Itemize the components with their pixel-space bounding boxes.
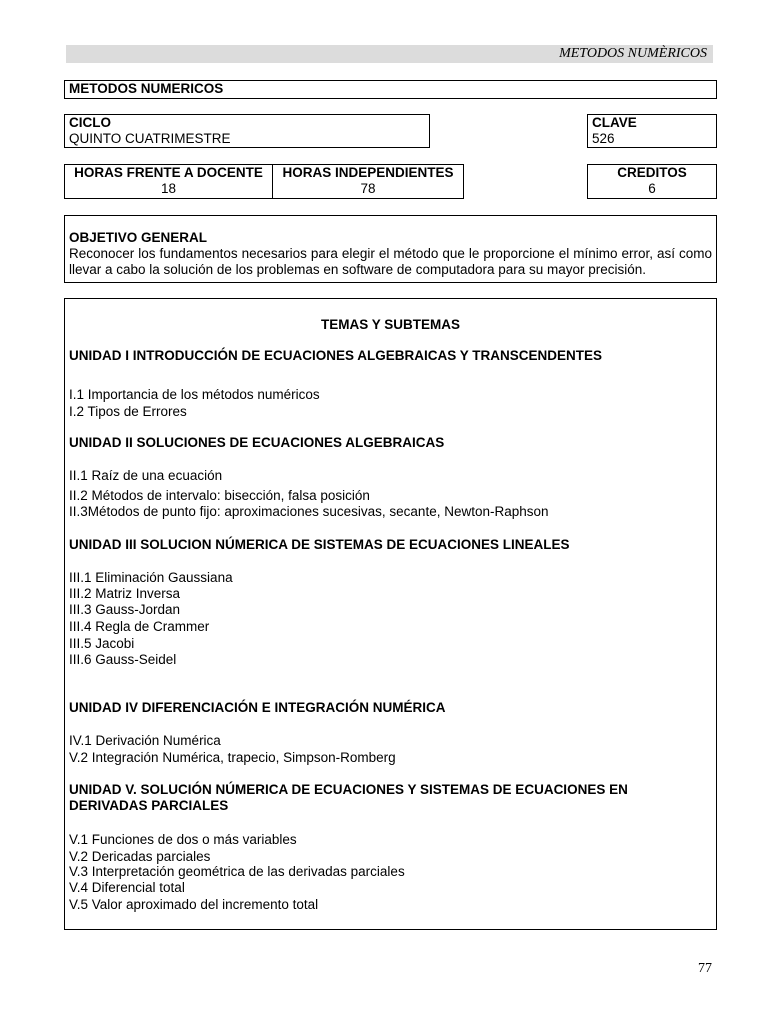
creditos-value: 6 [648,181,656,196]
objetivo-box [64,215,717,283]
clave-box [587,114,717,148]
clave-value: 526 [592,131,615,146]
objetivo-label: OBJETIVO GENERAL [69,230,208,245]
horas-indep-label: HORAS INDEPENDIENTES [282,165,454,180]
horas-docente-value: 18 [160,181,177,196]
list-item: I.2 Tipos de Errores [69,404,187,419]
unit-heading: UNIDAD II SOLUCIONES DE ECUACIONES ALGEBRAICAS [69,435,445,450]
list-item: III.1 Eliminación Gaussiana [69,570,233,585]
running-title: METODOS NUMÈRICOS [559,46,707,61]
course-title: METODOS NUMERICOS [64,80,717,99]
creditos-box [587,164,717,199]
unit-heading: UNIDAD V. SOLUCIÓN NÚMERICA DE ECUACIONES Y SISTEMAS DE ECUACIONES EN [69,782,628,797]
list-item: II.1 Raíz de una ecuación [69,468,223,483]
ciclo-label: CICLO [69,115,111,130]
unit-heading: UNIDAD IV DIFERENCIACIÓN E INTEGRACIÓN NUMÉRICA [69,700,446,715]
page-number: 77 [698,961,712,976]
list-item: III.5 Jacobi [69,636,135,651]
list-item: III.4 Regla de Crammer [69,619,210,634]
list-item: III.3 Gauss-Jordan [69,602,181,617]
horas-indep-cell [273,165,463,198]
ciclo-box [64,114,430,148]
list-item: III.2 Matriz Inversa [69,586,181,601]
list-item: IV.1 Derivación Numérica [69,733,221,748]
running-header [66,45,713,63]
list-item: V.4 Diferencial total [69,880,185,895]
list-item: II.3Métodos de punto fijo: aproximaciones sucesivas, secante, Newton-Raphson [69,504,549,519]
creditos-label: CREDITOS [617,165,687,180]
horas-indep-value: 78 [360,181,376,196]
ciclo-value: QUINTO CUATRIMESTRE [69,131,231,146]
horas-box [64,164,464,199]
list-item: I.1 Importancia de los métodos numéricos [69,387,320,402]
temas-title: TEMAS Y SUBTEMAS [320,317,461,332]
list-item: V.2 Integración Numérica, trapecio, Simpson-Romberg [69,750,396,765]
list-item: II.2 Métodos de intervalo: bisección, falsa posición [69,488,370,503]
horas-docente-label: HORAS FRENTE A DOCENTE [74,165,263,180]
objetivo-text: Reconocer los fundamentos necesarios para elegir el método que le proporcione el mínimo error, así como llevar a cabo la solución de los problemas en software de computadora para su mayor precisión. [69,246,712,277]
clave-label: CLAVE [592,115,637,130]
list-item: V.1 Funciones de dos o más variables [69,832,297,847]
temas-box [64,298,717,930]
list-item: V.5 Valor aproximado del incremento total [69,897,319,912]
list-item: V.2 Dericadas parciales [69,849,211,864]
unit-heading: UNIDAD I INTRODUCCIÓN DE ECUACIONES ALGEBRAICAS Y TRANSCENDENTES [69,348,603,363]
list-item: V.3 Interpretación geométrica de las derivadas parciales [69,864,405,879]
horas-docente-cell [65,165,273,198]
list-item: III.6 Gauss-Seidel [69,652,177,667]
unit-heading: DERIVADAS PARCIALES [69,798,229,813]
unit-heading: UNIDAD III SOLUCION NÚMERICA DE SISTEMAS DE ECUACIONES LINEALES [69,537,570,552]
